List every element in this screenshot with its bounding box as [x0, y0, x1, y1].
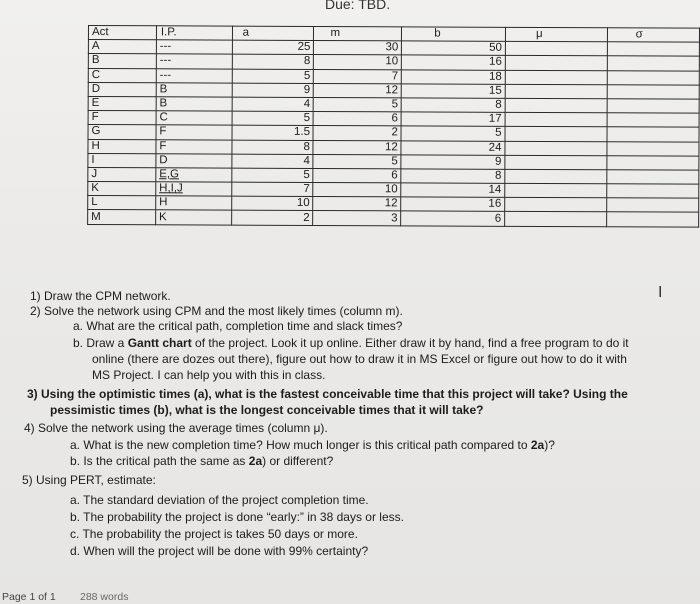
cell-sigma [606, 184, 698, 199]
cell-m: 6 [314, 112, 402, 127]
cell-a: 10 [231, 196, 313, 211]
cell-act: G [88, 125, 156, 139]
cell-act: D [88, 82, 156, 96]
cell-sigma [606, 212, 698, 227]
cell-sigma [607, 42, 699, 57]
cell-a: 8 [232, 140, 314, 155]
cell-b: 5 [401, 126, 505, 141]
cell-mu [505, 42, 607, 57]
cell-m: 10 [314, 55, 402, 70]
cell-b: 14 [401, 183, 505, 198]
cell-ip: C [156, 111, 232, 126]
cell-m: 10 [313, 183, 401, 198]
cell-act: B [88, 54, 156, 68]
cell-m: 5 [313, 154, 401, 169]
cell-m: 12 [313, 197, 401, 212]
header-act: Act [88, 26, 156, 40]
cell-b: 50 [402, 41, 506, 56]
cell-ip: E,G [156, 168, 232, 183]
cell-ip: F [156, 125, 232, 140]
cell-b: 16 [402, 55, 506, 70]
status-bar [0, 590, 700, 604]
cell-mu [505, 141, 607, 156]
question-5: 5) Using PERT, estimate: [22, 473, 156, 487]
question-5a: a. The standard deviation of the project completion time. [70, 493, 369, 507]
question-5c: c. The probability the project is takes 50 days or more. [70, 527, 358, 541]
cell-a: 1.5 [232, 125, 314, 140]
question-4: 4) Solve the network using the average times (column μ). [24, 421, 328, 435]
question-2a: a. What are the critical path, completion time and slack times? [73, 319, 403, 333]
due-date-text: Due: TBD. [325, 0, 391, 12]
cell-b: 8 [401, 98, 505, 113]
cell-act: I [88, 153, 156, 167]
cell-b: 15 [402, 84, 506, 99]
table-row [88, 210, 699, 227]
question-3-line2: pessimistic times (b), what is the longest conceivable times that it will take? [50, 403, 484, 417]
word-count: 288 words [80, 591, 129, 603]
question-5d: d. When will the project will be done with 99% certainty? [70, 544, 369, 558]
cell-act: E [88, 96, 156, 110]
question-2b-line2: online (there are dozes out there), figure out how to draw it in MS Excel or figure out how to do it with [92, 352, 627, 366]
cell-mu [505, 183, 607, 198]
question-2: 2) Solve the network using CPM and the most likely times (column m). [30, 304, 403, 318]
cell-ip: --- [156, 40, 232, 55]
cell-ip: B [156, 83, 232, 98]
cell-act: H [88, 139, 156, 153]
cell-a: 5 [231, 168, 313, 183]
cell-mu [505, 198, 607, 213]
cell-m: 2 [313, 126, 401, 141]
cell-act: J [88, 167, 156, 181]
cell-ip: H [156, 196, 232, 211]
activity-table [87, 25, 700, 227]
question-1: 1) Draw the CPM network. [30, 289, 171, 303]
cell-sigma [607, 113, 699, 128]
cell-mu [505, 127, 607, 142]
cell-b: 18 [402, 69, 506, 84]
cell-a: 7 [231, 182, 313, 197]
cell-a: 5 [232, 111, 314, 126]
cell-a: 4 [232, 154, 314, 169]
cell-a: 25 [232, 40, 314, 55]
cell-b: 6 [401, 211, 505, 226]
cell-ip: B [156, 97, 232, 112]
header-b: b [402, 27, 506, 42]
cell-ip: F [156, 139, 232, 154]
cell-act: A [88, 40, 156, 54]
cell-b: 17 [401, 112, 505, 127]
question-2b: b. Draw a Gantt chart of the project. Look it up online. Either draw it by hand, find a free program to do it [73, 336, 629, 350]
cell-ip: --- [156, 54, 232, 69]
cell-sigma [606, 170, 698, 185]
cell-sigma [607, 85, 699, 100]
cell-m: 30 [314, 41, 402, 56]
question-4a: a. What is the new completion time? How much longer is this critical path compared to 2a)? [70, 438, 555, 452]
cell-m: 12 [314, 83, 402, 98]
cell-a: 8 [232, 55, 314, 70]
cell-act: F [88, 111, 156, 125]
question-2b-line3: MS Project. I can help you with this in class. [92, 368, 326, 382]
cell-sigma [606, 198, 698, 213]
cell-mu [505, 112, 607, 127]
header-sigma: σ [607, 28, 699, 43]
cell-sigma [607, 127, 699, 142]
cell-sigma [607, 99, 699, 114]
question-4b: b. Is the critical path the same as 2a) or different? [70, 454, 334, 468]
cell-sigma [607, 155, 699, 170]
cell-ip: --- [156, 68, 232, 83]
cell-mu [505, 84, 607, 99]
cell-mu [505, 70, 607, 85]
cell-m: 6 [313, 168, 401, 183]
cell-mu [505, 56, 607, 71]
cell-sigma [607, 56, 699, 71]
cell-a: 4 [232, 97, 314, 112]
cell-a: 9 [232, 83, 314, 98]
cell-a: 2 [231, 211, 313, 226]
cell-mu [505, 155, 607, 170]
cell-b: 24 [401, 140, 505, 155]
header-ip: I.P. [156, 26, 232, 41]
cell-b: 16 [401, 197, 505, 212]
cell-b: 8 [401, 169, 505, 184]
header-m: m [314, 26, 402, 41]
cell-act: L [88, 196, 156, 210]
question-5b: b. The probability the project is done “early:” in 38 days or less. [70, 510, 404, 524]
cell-ip: D [156, 153, 232, 168]
cell-a: 5 [232, 69, 314, 84]
cell-m: 5 [314, 97, 402, 112]
cell-act: C [88, 68, 156, 82]
header-mu: μ [505, 27, 607, 42]
page-count: Page 1 of 1 [2, 591, 56, 603]
cell-sigma [607, 141, 699, 156]
cell-mu [505, 98, 607, 113]
cell-sigma [607, 70, 699, 85]
cell-m: 12 [313, 140, 401, 155]
cell-m: 7 [314, 69, 402, 84]
cell-mu [505, 212, 607, 227]
cell-act: M [88, 210, 156, 224]
cell-b: 9 [401, 155, 505, 170]
question-3: 3) Using the optimistic times (a), what is the fastest conceivable time that this project will take? Using the [27, 387, 628, 401]
cell-ip: H,I,J [156, 182, 232, 197]
cell-mu [505, 169, 607, 184]
cell-act: K [88, 182, 156, 196]
header-a: a [232, 26, 314, 41]
text-cursor-icon: I [658, 284, 663, 301]
cell-m: 3 [313, 211, 401, 226]
cell-ip: K [155, 210, 231, 225]
